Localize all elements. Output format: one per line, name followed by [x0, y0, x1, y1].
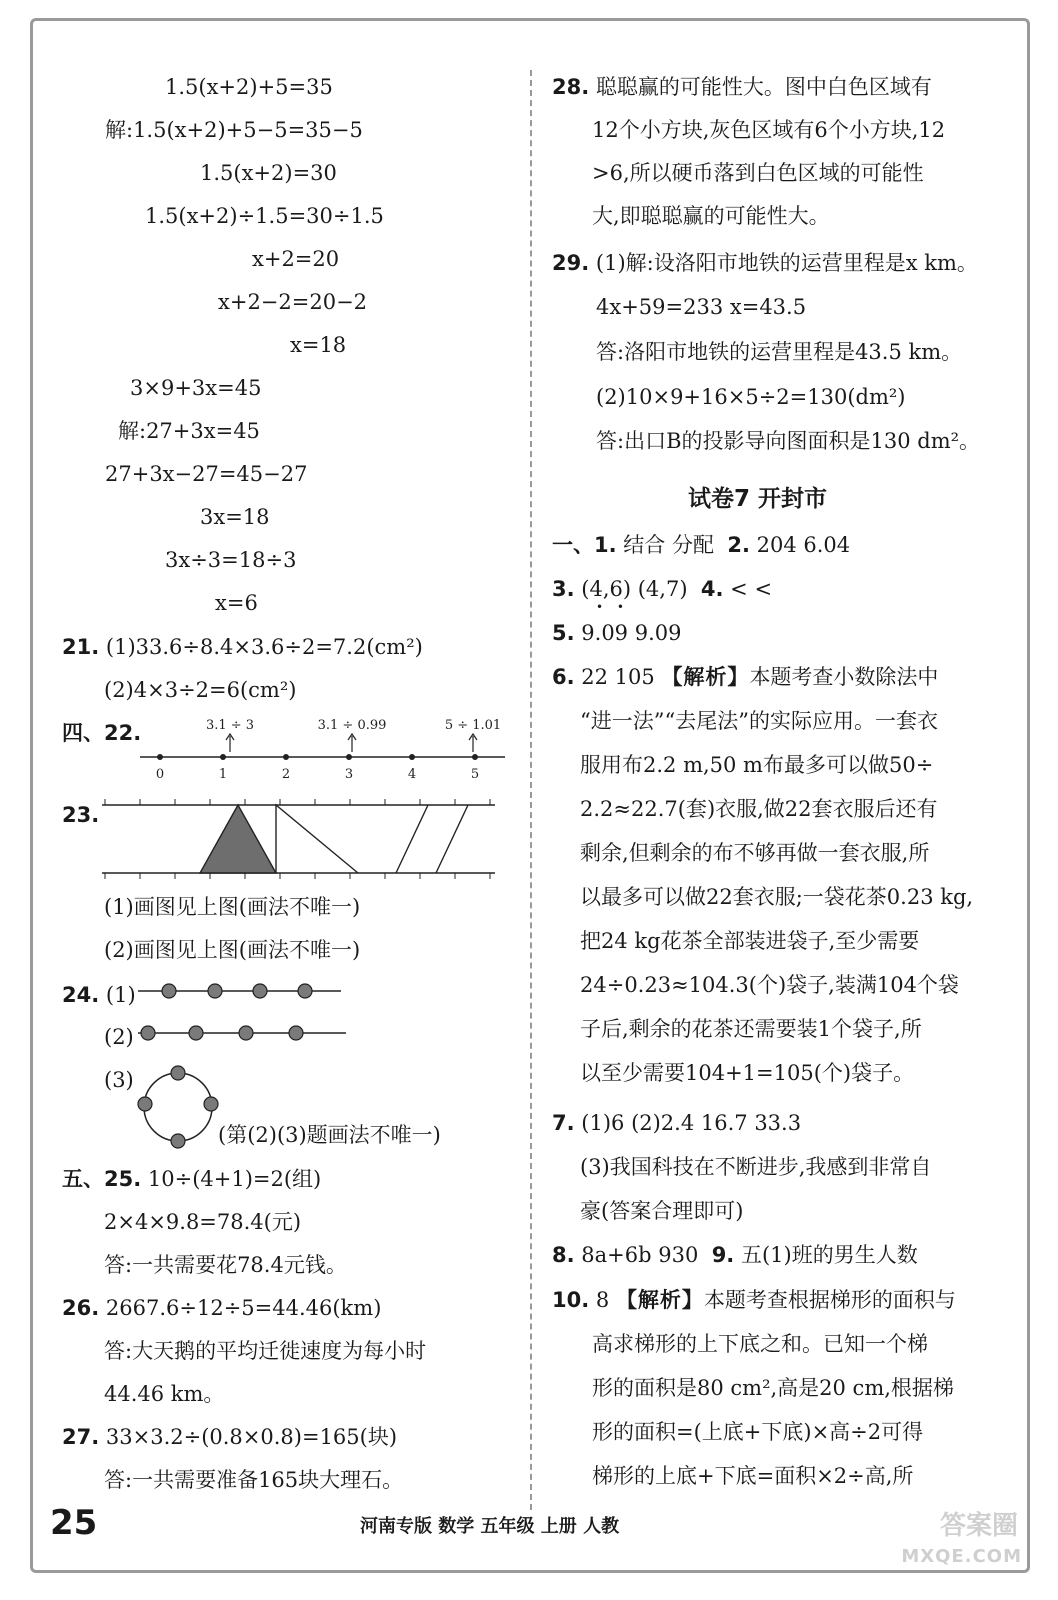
q28-number: 28.: [552, 75, 590, 99]
a9-number: 9.: [711, 1243, 735, 1267]
watermark-logo: 答案圈: [939, 1511, 1018, 1541]
q28-line-4: 大,即聪聪赢的可能性大。: [592, 204, 830, 228]
q26-line-3: 44.46 km。: [104, 1382, 225, 1406]
q28-line-2: 12个小方块,灰色区域有6个小方块,12: [592, 118, 946, 142]
footer-info: 河南专版 数学 五年级 上册 人教: [360, 1516, 620, 1537]
right-triangle: [276, 805, 358, 873]
eq1-line-5: x+2=20: [252, 247, 340, 271]
q25-number: 25.: [104, 1167, 142, 1191]
parallelogram-side-2: [436, 805, 468, 873]
eq2-line-3: 27+3x−27=45−27: [105, 462, 308, 486]
eq2-line-1: 3×9+3x=45: [130, 376, 262, 400]
q29-text-1: (1)解:设洛阳市地铁的运营里程是x km。: [595, 251, 978, 275]
a1-section: 一、: [552, 533, 594, 557]
eq1-line-7: x=18: [290, 333, 347, 357]
q22-section: 四、: [62, 721, 104, 745]
q21-line-2: (2)4×3÷2=6(cm²): [104, 678, 297, 702]
a1-number: 1.: [594, 533, 617, 557]
q25-text-1: 10÷(4+1)=2(组): [147, 1167, 322, 1191]
q29-line-1: [552, 248, 978, 278]
ruler-ticks: [105, 799, 490, 879]
beads-circle: [132, 1062, 227, 1152]
a9-text: 五(1)班的男生人数: [740, 1243, 918, 1267]
a5-text: 9.09 9.09: [581, 621, 682, 645]
q27-text-1: 33×3.2÷(0.8×0.8)=165(块): [105, 1425, 398, 1449]
q24-part-1: (1): [105, 983, 136, 1007]
watermark-url: MXQE.COM: [901, 1546, 1022, 1567]
q21-line-1: [62, 632, 423, 662]
q29-line-4: (2)10×9+16×5÷2=130(dm²): [596, 385, 906, 409]
q21-number: 21.: [62, 635, 100, 659]
a6-head: 22 105: [581, 665, 662, 689]
q26-line-2: 答:大天鹅的平均迁徙速度为每小时: [104, 1339, 427, 1363]
q28-line-1: [552, 72, 932, 102]
q26-text-1: 2667.6÷12÷5=44.46(km): [105, 1296, 382, 1320]
q25-line-1: [62, 1164, 321, 1194]
a6-line-10: 以至少需要104+1=105(个)袋子。: [580, 1061, 915, 1085]
parallelogram-side-1: [396, 805, 428, 873]
q28-line-3: >6,所以硬币落到白色区域的可能性: [592, 161, 924, 185]
q21-text-1: (1)33.6÷8.4×3.6÷2=7.2(cm²): [105, 635, 423, 659]
a7-number: 7.: [552, 1111, 575, 1135]
arrow-label-1: 3.1 ÷ 3: [205, 718, 255, 733]
q29-number: 29.: [552, 251, 590, 275]
q25-line-2: 2×4×9.8=78.4(元): [104, 1210, 302, 1234]
a6-line-6: 以最多可以做22套衣服;一袋花茶0.23 kg,: [580, 885, 974, 909]
tick-2: 2: [281, 767, 291, 782]
a7-line-1: [552, 1108, 801, 1138]
q23-line-2: (2)画图见上图(画法不唯一): [104, 938, 361, 962]
q26-number: 26.: [62, 1296, 100, 1320]
q27-line-2: 答:一共需要准备165块大理石。: [104, 1468, 404, 1492]
a7-line-3: 豪(答案合理即可): [580, 1199, 744, 1223]
a6-line-3: 服用布2.2 m,50 m布最多可以做50÷: [580, 753, 934, 777]
q22-number: 22.: [104, 721, 142, 745]
tick-1: 1: [218, 767, 228, 782]
tick-4: 4: [407, 767, 417, 782]
a6-line-5: 剩余,但剩余的布不够再做一套衣服,所: [580, 841, 930, 865]
number-line-figure: [130, 712, 520, 790]
a10-line-5: 梯形的上底+下底=面积×2÷高,所: [592, 1464, 914, 1488]
a2-text: 204 6.04: [756, 533, 851, 557]
eq2-line-6: x=6: [215, 591, 258, 615]
a10-line-3: 形的面积是80 cm²,高是20 cm,根据梯: [592, 1376, 954, 1400]
q23-number: 23.: [62, 803, 100, 827]
a10-line-4: 形的面积=(上底+下底)×高÷2可得: [592, 1420, 924, 1444]
shaded-triangle: [200, 805, 276, 873]
a6-line-2: “进一法”“去尾法”的实际应用。一套衣: [580, 709, 938, 733]
a7-text-1: (1)6 (2)2.4 16.7 33.3: [581, 1111, 802, 1135]
q29-line-3: 答:洛阳市地铁的运营里程是43.5 km。: [596, 340, 963, 364]
arrow-label-3: 5 ÷ 1.01: [444, 718, 502, 733]
eq2-line-2: 解:27+3x=45: [118, 419, 260, 443]
a6-line-4: 2.2≈22.7(套)衣服,做22套衣服后还有: [580, 797, 938, 821]
a2-number: 2.: [727, 533, 750, 557]
column-divider: [530, 70, 532, 1510]
q29-line-2: 4x+59=233 x=43.5: [596, 295, 807, 319]
q27-line-1: [62, 1422, 397, 1452]
q25-line-3: 答:一共需要花78.4元钱。: [104, 1253, 347, 1277]
a10-rest: 本题考查根据梯形的面积与: [703, 1288, 956, 1312]
repeating-decimal-dots: • •: [596, 600, 629, 614]
a8-line: [552, 1240, 918, 1270]
tick-0: 0: [155, 767, 165, 782]
tick-5: 5: [470, 767, 480, 782]
a8-text: 8a+6b 930: [581, 1243, 699, 1267]
a3-number: 3.: [552, 577, 575, 601]
a6-rest: 本题考查小数除法中: [749, 665, 939, 689]
a6-line-7: 把24 kg花茶全部装进袋子,至少需要: [580, 929, 920, 953]
a1-line: [552, 530, 850, 560]
eq1-line-4: 1.5(x+2)÷1.5=30÷1.5: [145, 204, 384, 228]
a10-head: 8: [595, 1288, 616, 1312]
a3-line: [552, 574, 772, 604]
q24-line-1: [62, 980, 136, 1010]
a6-line-8: 24÷0.23≈104.3(个)袋子,装满104个袋: [580, 973, 959, 997]
a7-line-2: (3)我国科技在不断进步,我感到非常自: [580, 1155, 932, 1179]
tick-3: 3: [344, 767, 354, 782]
a5-number: 5.: [552, 621, 575, 645]
q28-text-1: 聪聪赢的可能性大。图中白色区域有: [595, 75, 932, 99]
q25-section: 五、: [62, 1167, 104, 1191]
a10-analysis-tag: 【解析】: [615, 1288, 704, 1312]
a6-line-1: [552, 662, 938, 692]
eq2-line-4: 3x=18: [200, 505, 270, 529]
a6-analysis-tag: 【解析】: [661, 665, 750, 689]
q29-line-5: 答:出口B的投影导向图面积是130 dm²。: [596, 429, 981, 453]
a6-line-9: 子后,剩余的花茶还需要装1个袋子,所: [580, 1017, 922, 1041]
eq1-line-1: 1.5(x+2)+5=35: [165, 75, 333, 99]
a4-number: 4.: [700, 577, 724, 601]
eq1-line-2: 解:1.5(x+2)+5−5=35−5: [105, 118, 363, 142]
q24-note: (第(2)(3)题画法不唯一): [218, 1123, 441, 1147]
a1-text: 结合 分配: [623, 533, 714, 557]
parallel-lines-figure: [100, 795, 500, 885]
q23-line-1: (1)画图见上图(画法不唯一): [104, 895, 361, 919]
q26-line-1: [62, 1293, 381, 1323]
a5-line: [552, 618, 681, 648]
q24-number: 24.: [62, 983, 100, 1007]
page-number: 25: [50, 1503, 98, 1543]
a6-number: 6.: [552, 665, 575, 689]
q24-part-3: (3): [104, 1068, 134, 1092]
q27-number: 27.: [62, 1425, 100, 1449]
test-paper-title: 试卷7 开封市: [688, 486, 828, 512]
a3-text: (4,6) (4,7): [581, 577, 688, 601]
a10-number: 10.: [552, 1288, 590, 1312]
eq1-line-3: 1.5(x+2)=30: [200, 161, 337, 185]
eq1-line-6: x+2−2=20−2: [218, 290, 368, 314]
a8-number: 8.: [552, 1243, 575, 1267]
a10-line-2: 高求梯形的上下底之和。已知一个梯: [592, 1332, 928, 1356]
beads-line-2: [136, 1022, 350, 1044]
eq2-line-5: 3x÷3=18÷3: [165, 548, 297, 572]
a4-text: < <: [730, 577, 773, 601]
q24-part-2: (2): [104, 1025, 134, 1049]
a10-line-1: [552, 1285, 956, 1315]
arrow-label-2: 3.1 ÷ 0.99: [317, 718, 387, 733]
beads-line-1: [136, 980, 346, 1002]
q23-label: [62, 800, 99, 830]
